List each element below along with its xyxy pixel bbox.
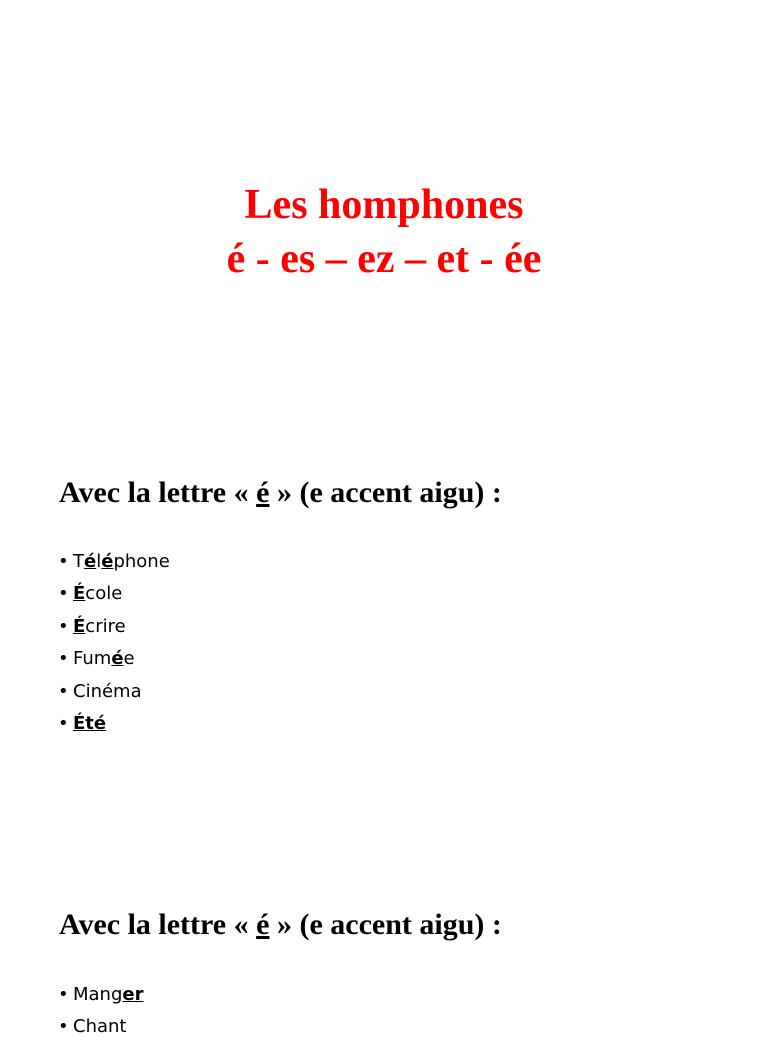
word-segment: e xyxy=(123,648,135,670)
bullet-marker: • xyxy=(58,583,69,605)
highlighted-letters: er xyxy=(122,984,144,1005)
heading-text-after: » (e accent aigu) : xyxy=(269,908,502,941)
heading-text-after: » (e accent aigu) : xyxy=(269,476,502,509)
highlighted-letters: Été xyxy=(73,712,107,734)
highlighted-letters: é xyxy=(101,551,114,572)
list-item xyxy=(58,708,170,740)
list-item xyxy=(58,676,170,708)
heading-highlight: é xyxy=(256,476,270,509)
bullet-marker: • xyxy=(58,551,69,572)
word-segment: Fum xyxy=(73,648,112,670)
heading-highlight: é xyxy=(256,908,270,941)
title-line-2: é - es – ez – et - ée xyxy=(226,236,542,282)
word-segment: T xyxy=(73,551,84,572)
section-heading-1 xyxy=(59,476,502,510)
list-item xyxy=(58,546,170,578)
section-heading-2 xyxy=(59,908,502,942)
list-item xyxy=(58,1011,144,1043)
bullet-marker: • xyxy=(58,984,69,1005)
document-title xyxy=(0,178,768,286)
word-segment: Chant xyxy=(73,1016,127,1038)
highlighted-letters: É xyxy=(73,583,86,605)
highlighted-letters: É xyxy=(73,615,86,637)
list-item xyxy=(58,578,170,610)
word-segment: l xyxy=(96,551,102,572)
word-segment: crire xyxy=(85,615,126,637)
bullet-marker: • xyxy=(58,1016,69,1038)
bullet-marker: • xyxy=(58,712,69,734)
highlighted-letters: é xyxy=(84,551,97,572)
list-item xyxy=(58,611,170,643)
highlighted-letters: é xyxy=(111,648,124,670)
bullet-marker: • xyxy=(58,615,69,637)
word-list-2 xyxy=(58,979,144,1044)
word-list-1 xyxy=(58,546,170,740)
word-segment: phone xyxy=(113,551,170,572)
bullet-marker: • xyxy=(58,680,69,702)
list-item xyxy=(58,979,144,1011)
list-item xyxy=(58,643,170,675)
word-segment: Cinéma xyxy=(73,680,142,702)
heading-text-before: Avec la lettre « xyxy=(59,908,257,941)
bullet-marker: • xyxy=(58,648,69,670)
word-segment: cole xyxy=(85,583,123,605)
title-line-1: Les homphones xyxy=(244,182,524,228)
word-segment: Mang xyxy=(73,984,123,1005)
heading-text-before: Avec la lettre « xyxy=(59,476,257,509)
